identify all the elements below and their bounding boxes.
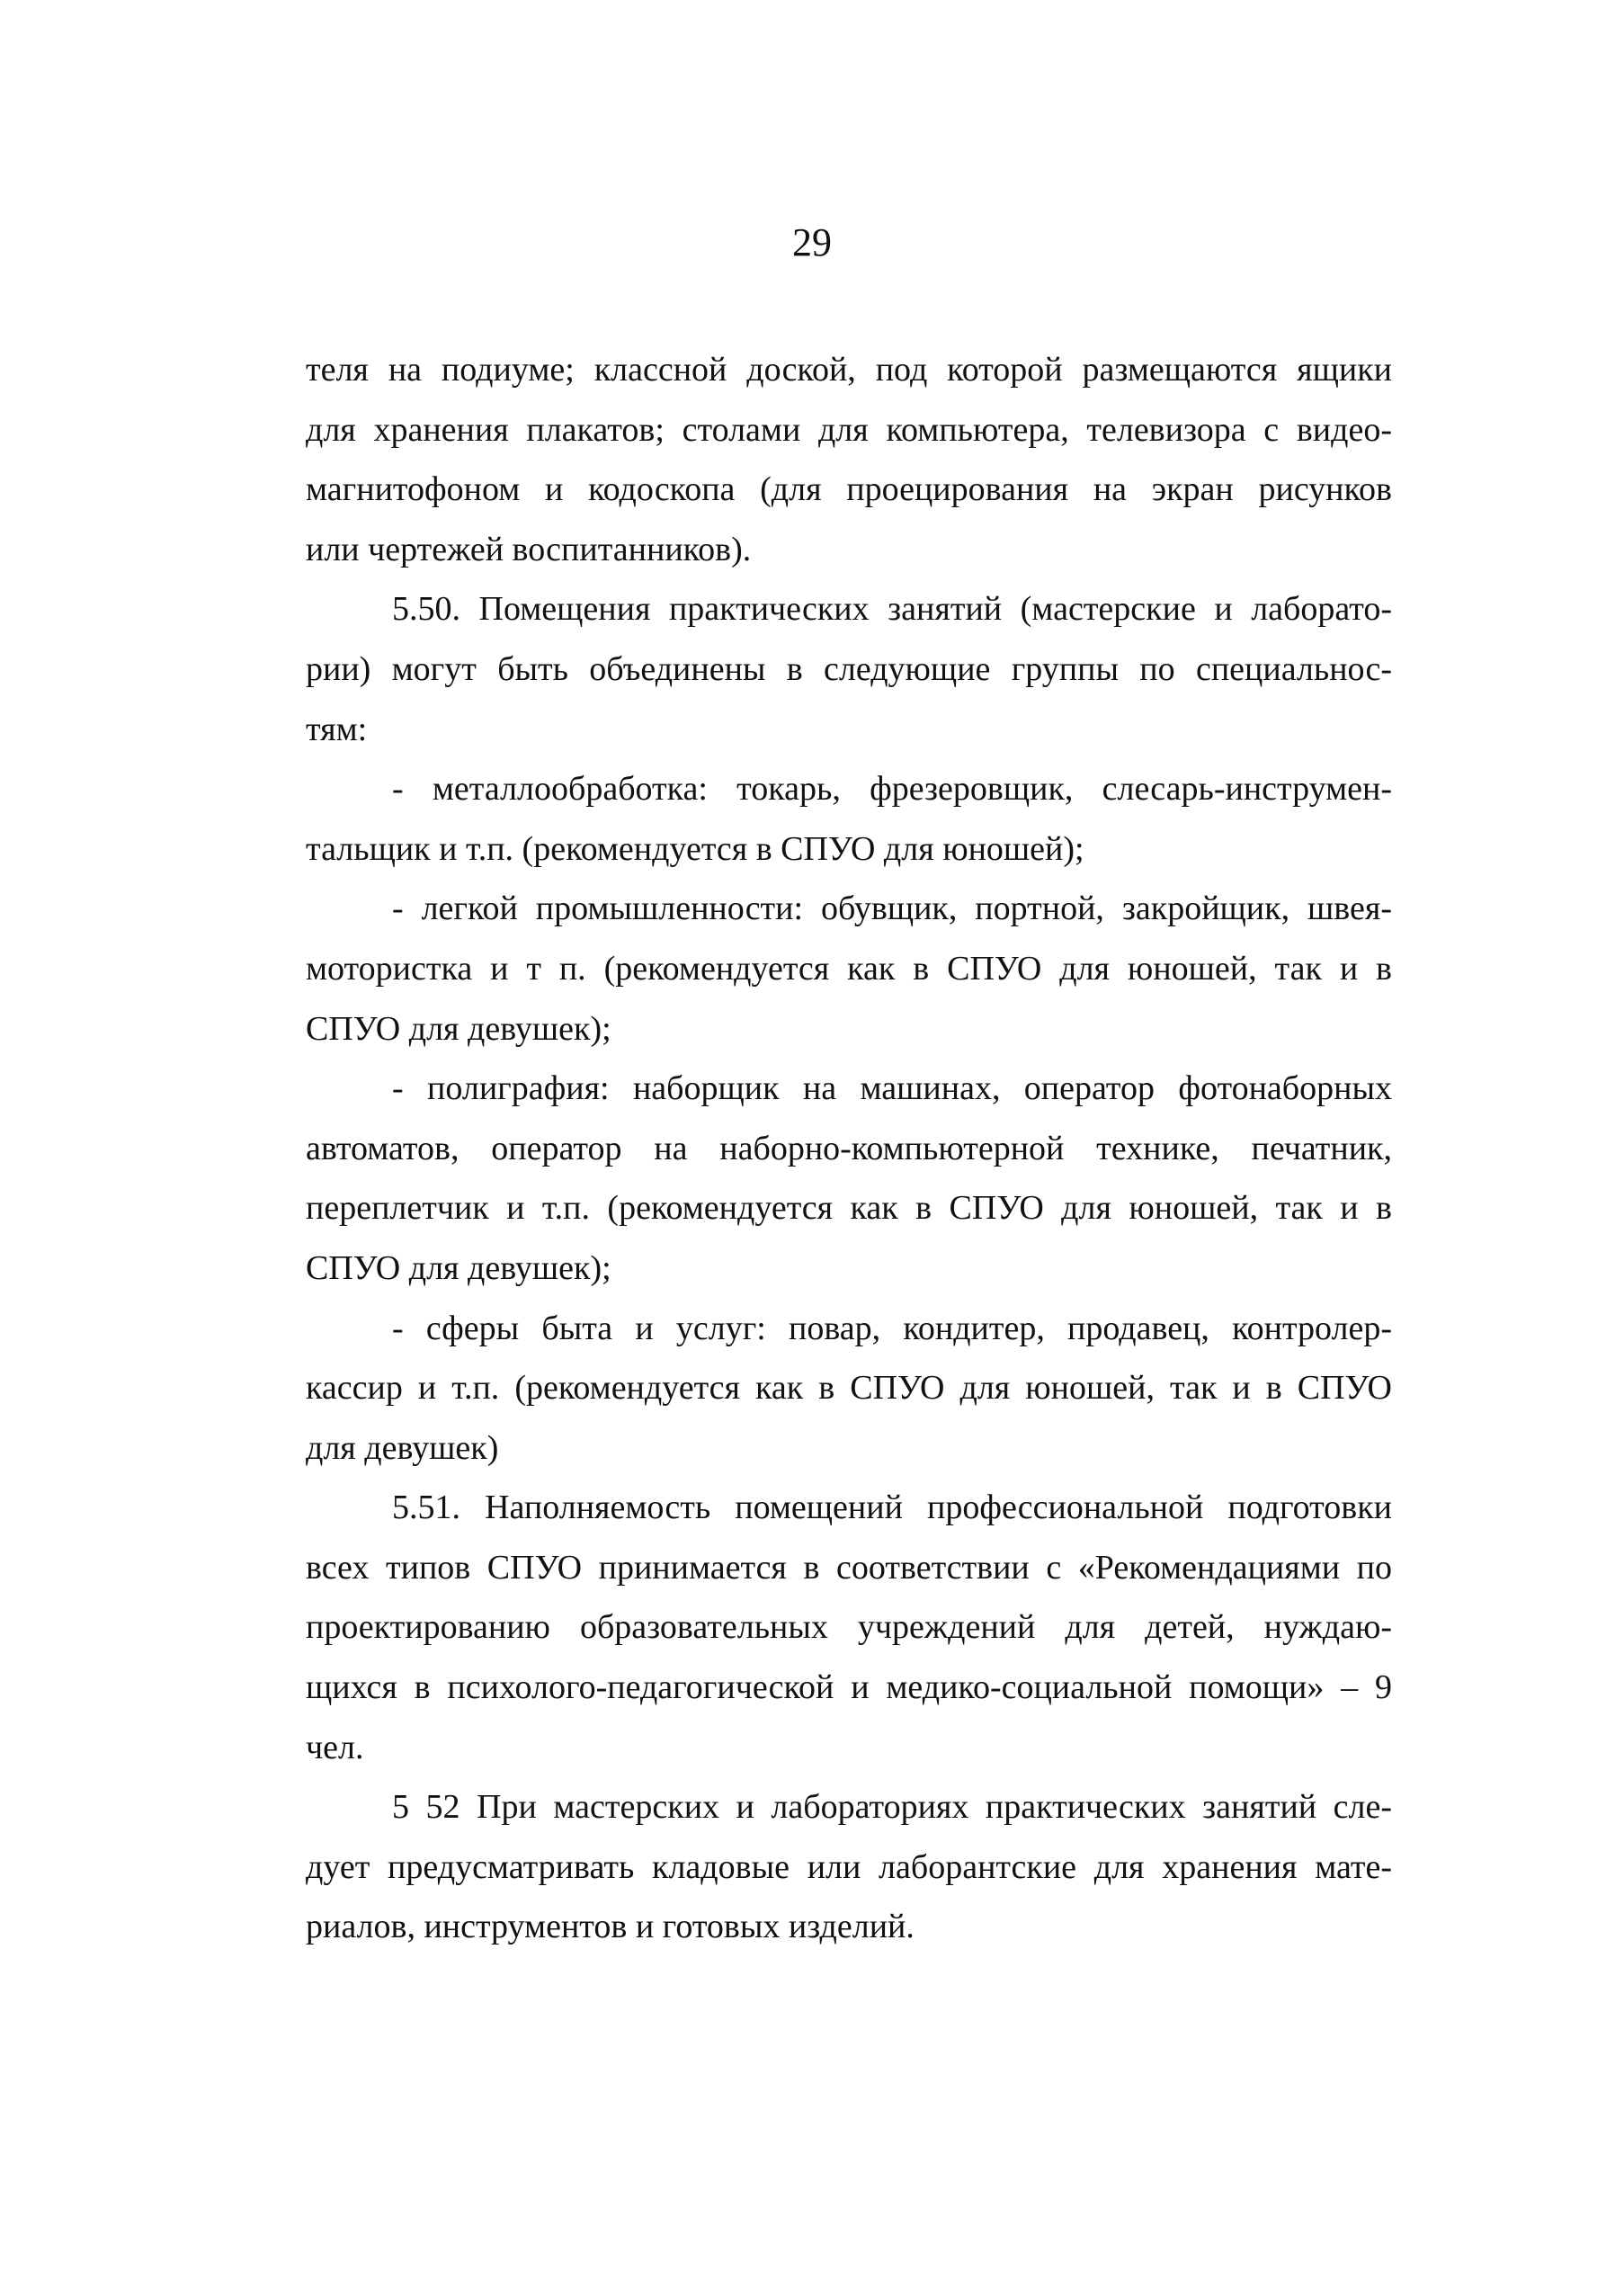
text-line: для девушек)	[306, 1428, 499, 1467]
text-line: - сферы быта и услуг: повар, кондитер, продавец, контролер-	[392, 1309, 1392, 1347]
paragraph-5-52	[306, 1777, 1392, 1957]
text-line: - легкой промышленности: обувщик, портной, закройщик, швея-	[392, 890, 1392, 928]
paragraph-5-51	[306, 1478, 1392, 1777]
text-line: тям:	[306, 710, 368, 748]
text-line: или чертежей воспитанников).	[306, 530, 752, 568]
text-line: для хранения плакатов; столами для компьютера, телевизора с видео-	[306, 410, 1392, 449]
text-line: проектированию образовательных учреждений для детей, нуждаю-	[306, 1608, 1392, 1647]
text-line: магнитофоном и кодоскопа (для проецирования на экран рисунков	[306, 470, 1392, 509]
text-line: переплетчик и т.п. (рекомендуется как в СПУО для юношей, так и в	[306, 1189, 1392, 1228]
paragraph-continuation	[306, 340, 1392, 579]
text-line: чел.	[306, 1728, 364, 1766]
text-line: СПУО для девушек);	[306, 1248, 611, 1287]
list-item-light-industry	[306, 879, 1392, 1059]
text-line: мотористка и т п. (рекомендуется как в СПУО для юношей, так и в	[306, 949, 1392, 988]
text-line: автоматов, оператор на наборно-компьютерной технике, печатник,	[306, 1129, 1392, 1167]
text-line: СПУО для девушек);	[306, 1009, 611, 1048]
list-item-printing	[306, 1059, 1392, 1298]
list-item-services	[306, 1299, 1392, 1479]
text-line: дует предусматривать кладовые или лаборантские для хранения мате-	[306, 1847, 1392, 1886]
text-line: 5.50. Помещения практических занятий (мастерские и лаборато-	[392, 590, 1392, 629]
text-line: тальщик и т.п. (рекомендуется в СПУО для юношей);	[306, 829, 1084, 868]
text-line: рии) могут быть объединены в следующие группы по специальнос-	[306, 649, 1392, 688]
text-line: - полиграфия: наборщик на машинах, оператор фотонаборных	[392, 1069, 1392, 1108]
text-line: теля на подиуме; классной доской, под которой размещаются ящики	[306, 351, 1392, 389]
list-item-metalworking	[306, 759, 1392, 879]
text-line: 5 52 При мастерских и лабораториях практических занятий сле-	[392, 1788, 1392, 1827]
text-line: - металлообработка: токарь, фрезеровщик, слесарь-инструмен-	[392, 770, 1392, 809]
text-line: кассир и т.п. (рекомендуется как в СПУО для юношей, так и в СПУО	[306, 1369, 1392, 1408]
text-line: щихся в психолого-педагогической и медико-социальной помощи» – 9	[306, 1668, 1392, 1707]
text-body	[306, 340, 1392, 1957]
paragraph-5-50	[306, 579, 1392, 759]
page-number: 29	[792, 220, 832, 264]
text-line: риалов, инструментов и готовых изделий.	[306, 1908, 915, 1946]
text-line: 5.51. Наполняемость помещений профессиональной подготовки	[392, 1489, 1392, 1527]
text-line: всех типов СПУО принимается в соответствии с «Рекомендациями по	[306, 1548, 1392, 1587]
